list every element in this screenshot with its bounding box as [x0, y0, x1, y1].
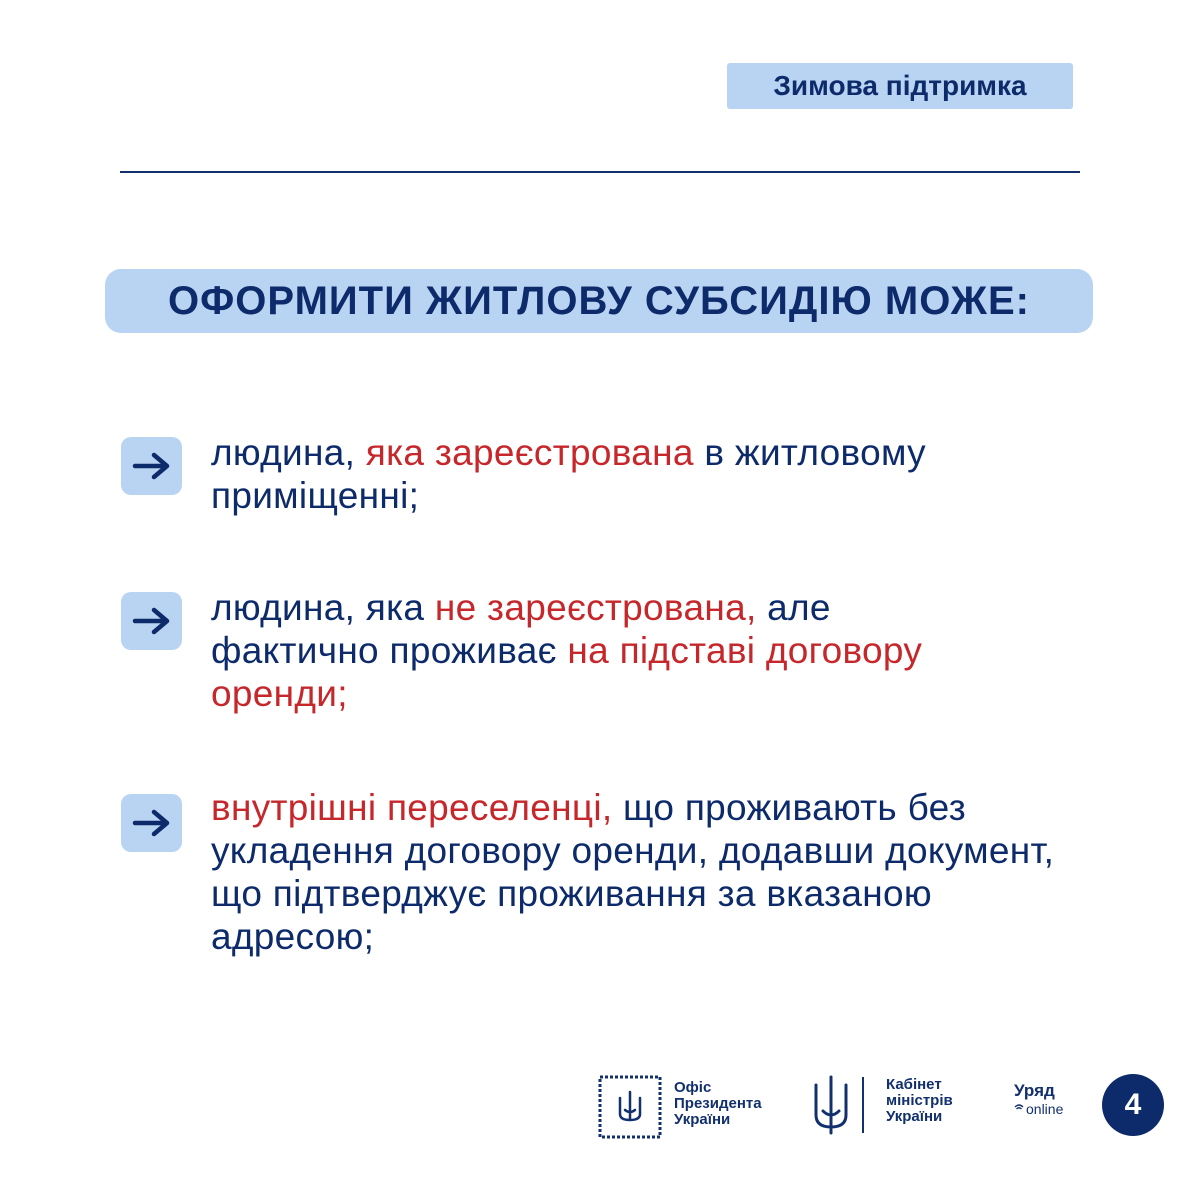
cabinet-label: Кабінет міністрів України [886, 1076, 953, 1125]
page-heading: ОФОРМИТИ ЖИТЛОВУ СУБСИДІЮ МОЖЕ: [168, 278, 1030, 323]
highlight-text: на підставі договору оренди; [211, 630, 923, 714]
arrow-right-icon [121, 592, 182, 650]
office-president-label: Офіс Президента України [674, 1079, 762, 1128]
topic-tag: Зимова підтримка [727, 63, 1073, 109]
uryad-logo [1014, 1083, 1063, 1117]
divider [120, 171, 1080, 173]
wifi-icon [1014, 1101, 1024, 1117]
office-president-logo [598, 1075, 662, 1139]
body-text: але фактично проживає [211, 587, 831, 671]
page-number-badge: 4 [1102, 1074, 1164, 1136]
online-label: online [1026, 1101, 1064, 1117]
item-text [211, 786, 1061, 958]
logo-separator [862, 1077, 864, 1133]
highlight-text: не зареєстрована, [434, 587, 757, 628]
arrow-right-icon [121, 437, 182, 495]
body-text: людина, [211, 432, 366, 473]
item-text [211, 431, 1071, 517]
highlight-text: внутрішні переселенці, [211, 787, 613, 828]
trident-icon [620, 1092, 640, 1120]
heading-box [105, 269, 1093, 333]
body-text: в житловому приміщенні; [211, 432, 926, 516]
arrow-right-icon [121, 794, 182, 852]
item-text [211, 586, 931, 715]
body-text: людина, яка [211, 587, 435, 628]
trident-icon [810, 1075, 852, 1137]
body-text: що проживають без укладення договору оренди, додавши документ, що підтверджує проживання за вказаною адресою; [211, 787, 1055, 957]
uryad-label: Уряд [1014, 1081, 1055, 1100]
highlight-text: яка зареєстрована [365, 432, 694, 473]
